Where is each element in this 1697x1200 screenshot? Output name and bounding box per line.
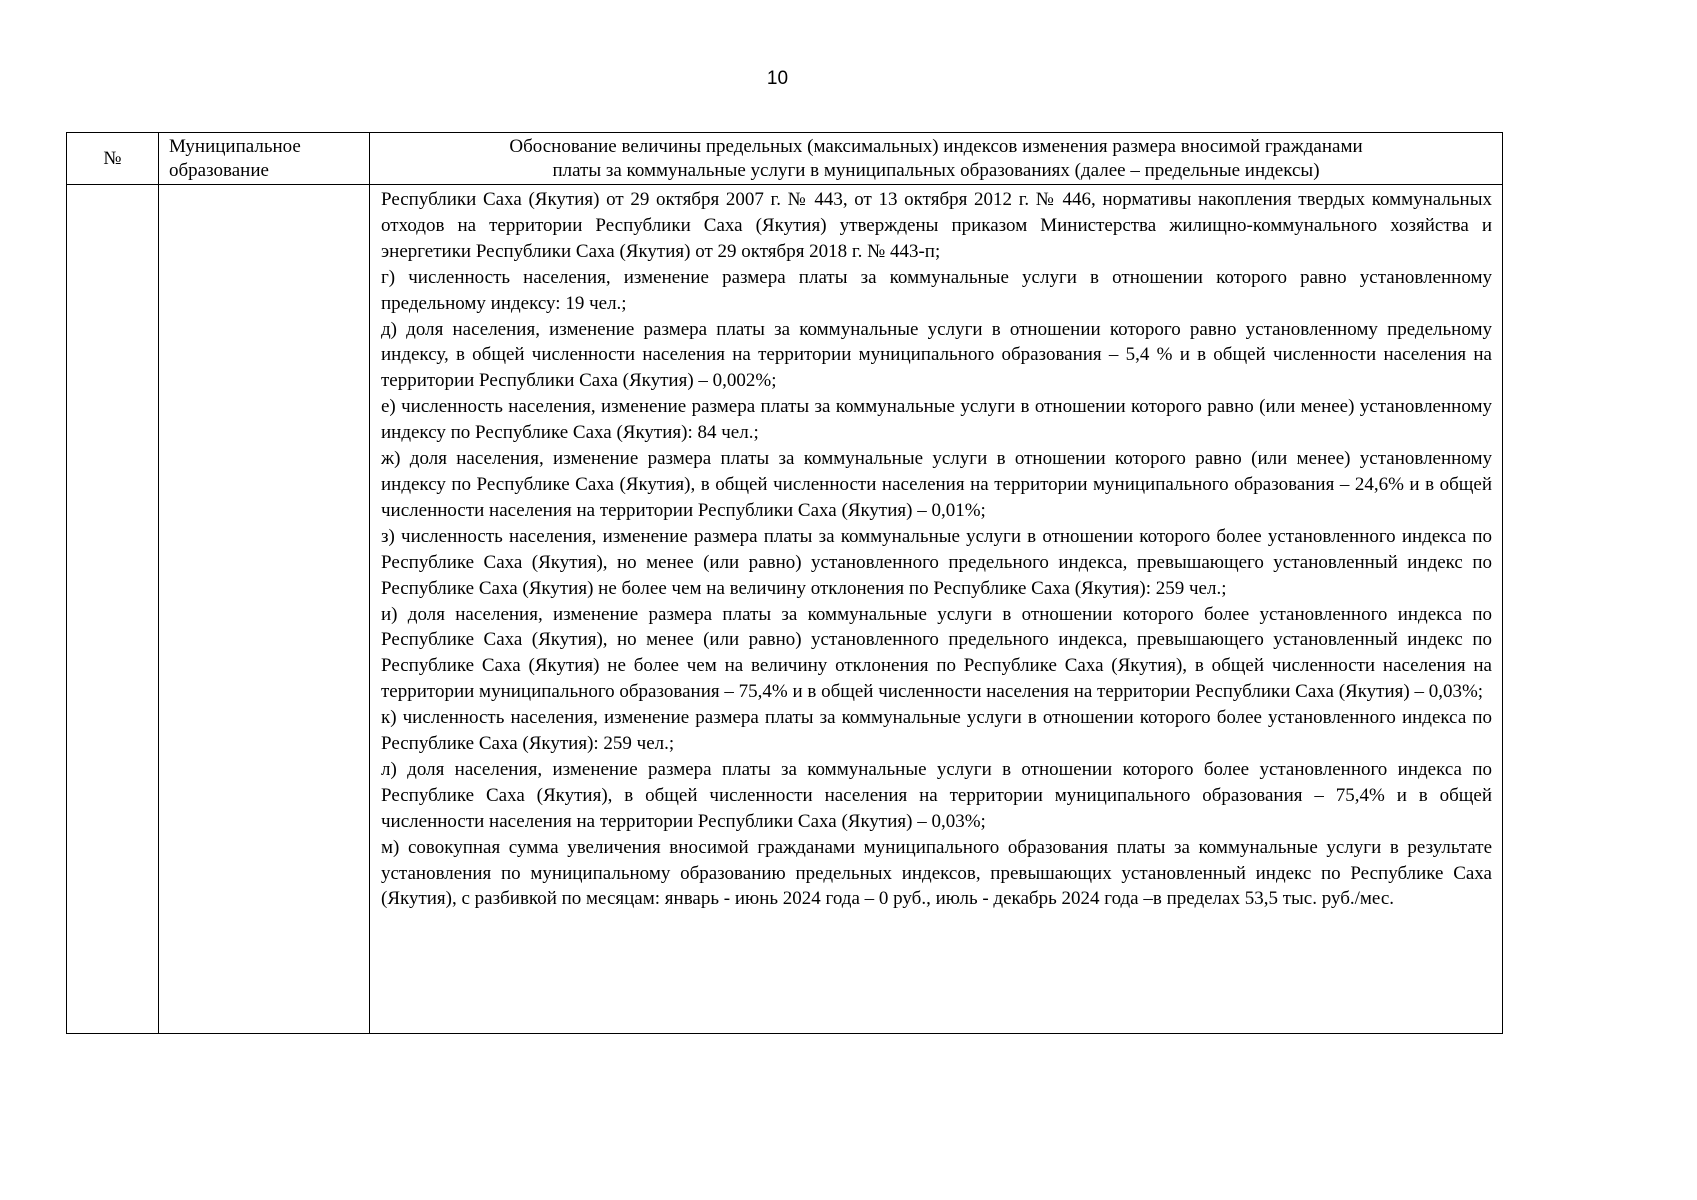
- paragraph-z: з) численность населения, изменение размера платы за коммунальные услуги в отношении которого более установленного индекса по Республике Саха (Якутия), но менее (или равно) установленного предельного индекса, превышающего установленный индекс по Республике Саха (Якутия) не более чем на величину отклонения по Республике Саха (Якутия): 259 чел.;: [381, 525, 1492, 599]
- paragraph-k: к) численность населения, изменение размера платы за коммунальные услуги в отношении которого более установленного индекса по Республике Саха (Якутия): 259 чел.;: [381, 707, 1492, 755]
- justification-table: [66, 132, 1503, 1034]
- header-number-label: №: [103, 147, 122, 169]
- page-number: 10: [766, 68, 789, 89]
- paragraph-i: и) доля населения, изменение размера платы за коммунальные услуги в отношении которого более установленного индекса по Республике Саха (Якутия), но менее (или равно) установленного предельного индекса, превышающего установленный индекс по Республике Саха (Якутия) не более чем на величину отклонения по Республике Саха (Якутия), в общей численности населения на территории муниципального образования – 75,4% и в общей численности населения на территории Республики Саха (Якутия) – 0,03%;: [381, 603, 1492, 703]
- table-row: [67, 185, 1503, 1034]
- paragraph-continuation: Республики Саха (Якутия) от 29 октября 2007 г. № 443, от 13 октября 2012 г. № 446, нормативы накопления твердых коммунальных отходов на территории Республики Саха (Якутия) утверждены приказом Министерства жилищно-коммунального хозяйства и энергетики Республики Саха (Якутия) от 29 октября 2018 г. № 443-п;: [381, 189, 1492, 262]
- header-number: [67, 133, 159, 185]
- row-municipality-cell: [159, 185, 370, 1034]
- row-number-cell: [67, 185, 159, 1034]
- row-justification-cell: [370, 185, 1503, 1034]
- header-municipality: [159, 133, 370, 185]
- table-header-row: [67, 133, 1503, 185]
- header-municipality-line2: образование: [169, 160, 269, 181]
- paragraph-m: м) совокупная сумма увеличения вносимой гражданами муниципального образования платы за коммунальные услуги в результате установления по муниципальному образованию предельных индексов, превышающих установленный индекс по Республике Саха (Якутия), с разбивкой по месяцам: январь - июнь 2024 года – 0 руб., июль - декабрь 2024 года –в пределах 53,5 тыс. руб./мес.: [381, 836, 1492, 910]
- paragraph-zh: ж) доля населения, изменение размера платы за коммунальные услуги в отношении которого равно (или менее) установленному индексу по Республике Саха (Якутия), в общей численности населения на территории муниципального образования – 24,6% и в общей численности населения на территории Республики Саха (Якутия) – 0,01%;: [381, 448, 1492, 521]
- header-municipality-line1: Муниципальное: [169, 136, 301, 157]
- paragraph-d: д) доля населения, изменение размера платы за коммунальные услуги в отношении которого равно установленному предельному индексу, в общей численности населения на территории муниципального образования – 5,4 % и в общей численности населения на территории Республики Саха (Якутия) – 0,002%;: [381, 318, 1492, 392]
- paragraph-g: г) численность населения, изменение размера платы за коммунальные услуги в отношении которого равно установленному предельному индексу: 19 чел.;: [381, 266, 1492, 314]
- header-justification: [370, 133, 1503, 185]
- header-justification-line2: платы за коммунальные услуги в муниципальных образованиях (далее – предельные индексы): [552, 160, 1320, 181]
- paragraph-e: е) численность населения, изменение размера платы за коммунальные услуги в отношении которого равно (или менее) установленному индексу по Республике Саха (Якутия): 84 чел.;: [381, 396, 1492, 444]
- paragraph-l: л) доля населения, изменение размера платы за коммунальные услуги в отношении которого более установленного индекса по Республике Саха (Якутия), в общей численности населения на территории муниципального образования – 75,4% и в общей численности населения на территории Республики Саха (Якутия) – 0,03%;: [381, 758, 1492, 832]
- header-justification-line1: Обоснование величины предельных (максимальных) индексов изменения размера вносимой гражданами: [509, 136, 1363, 157]
